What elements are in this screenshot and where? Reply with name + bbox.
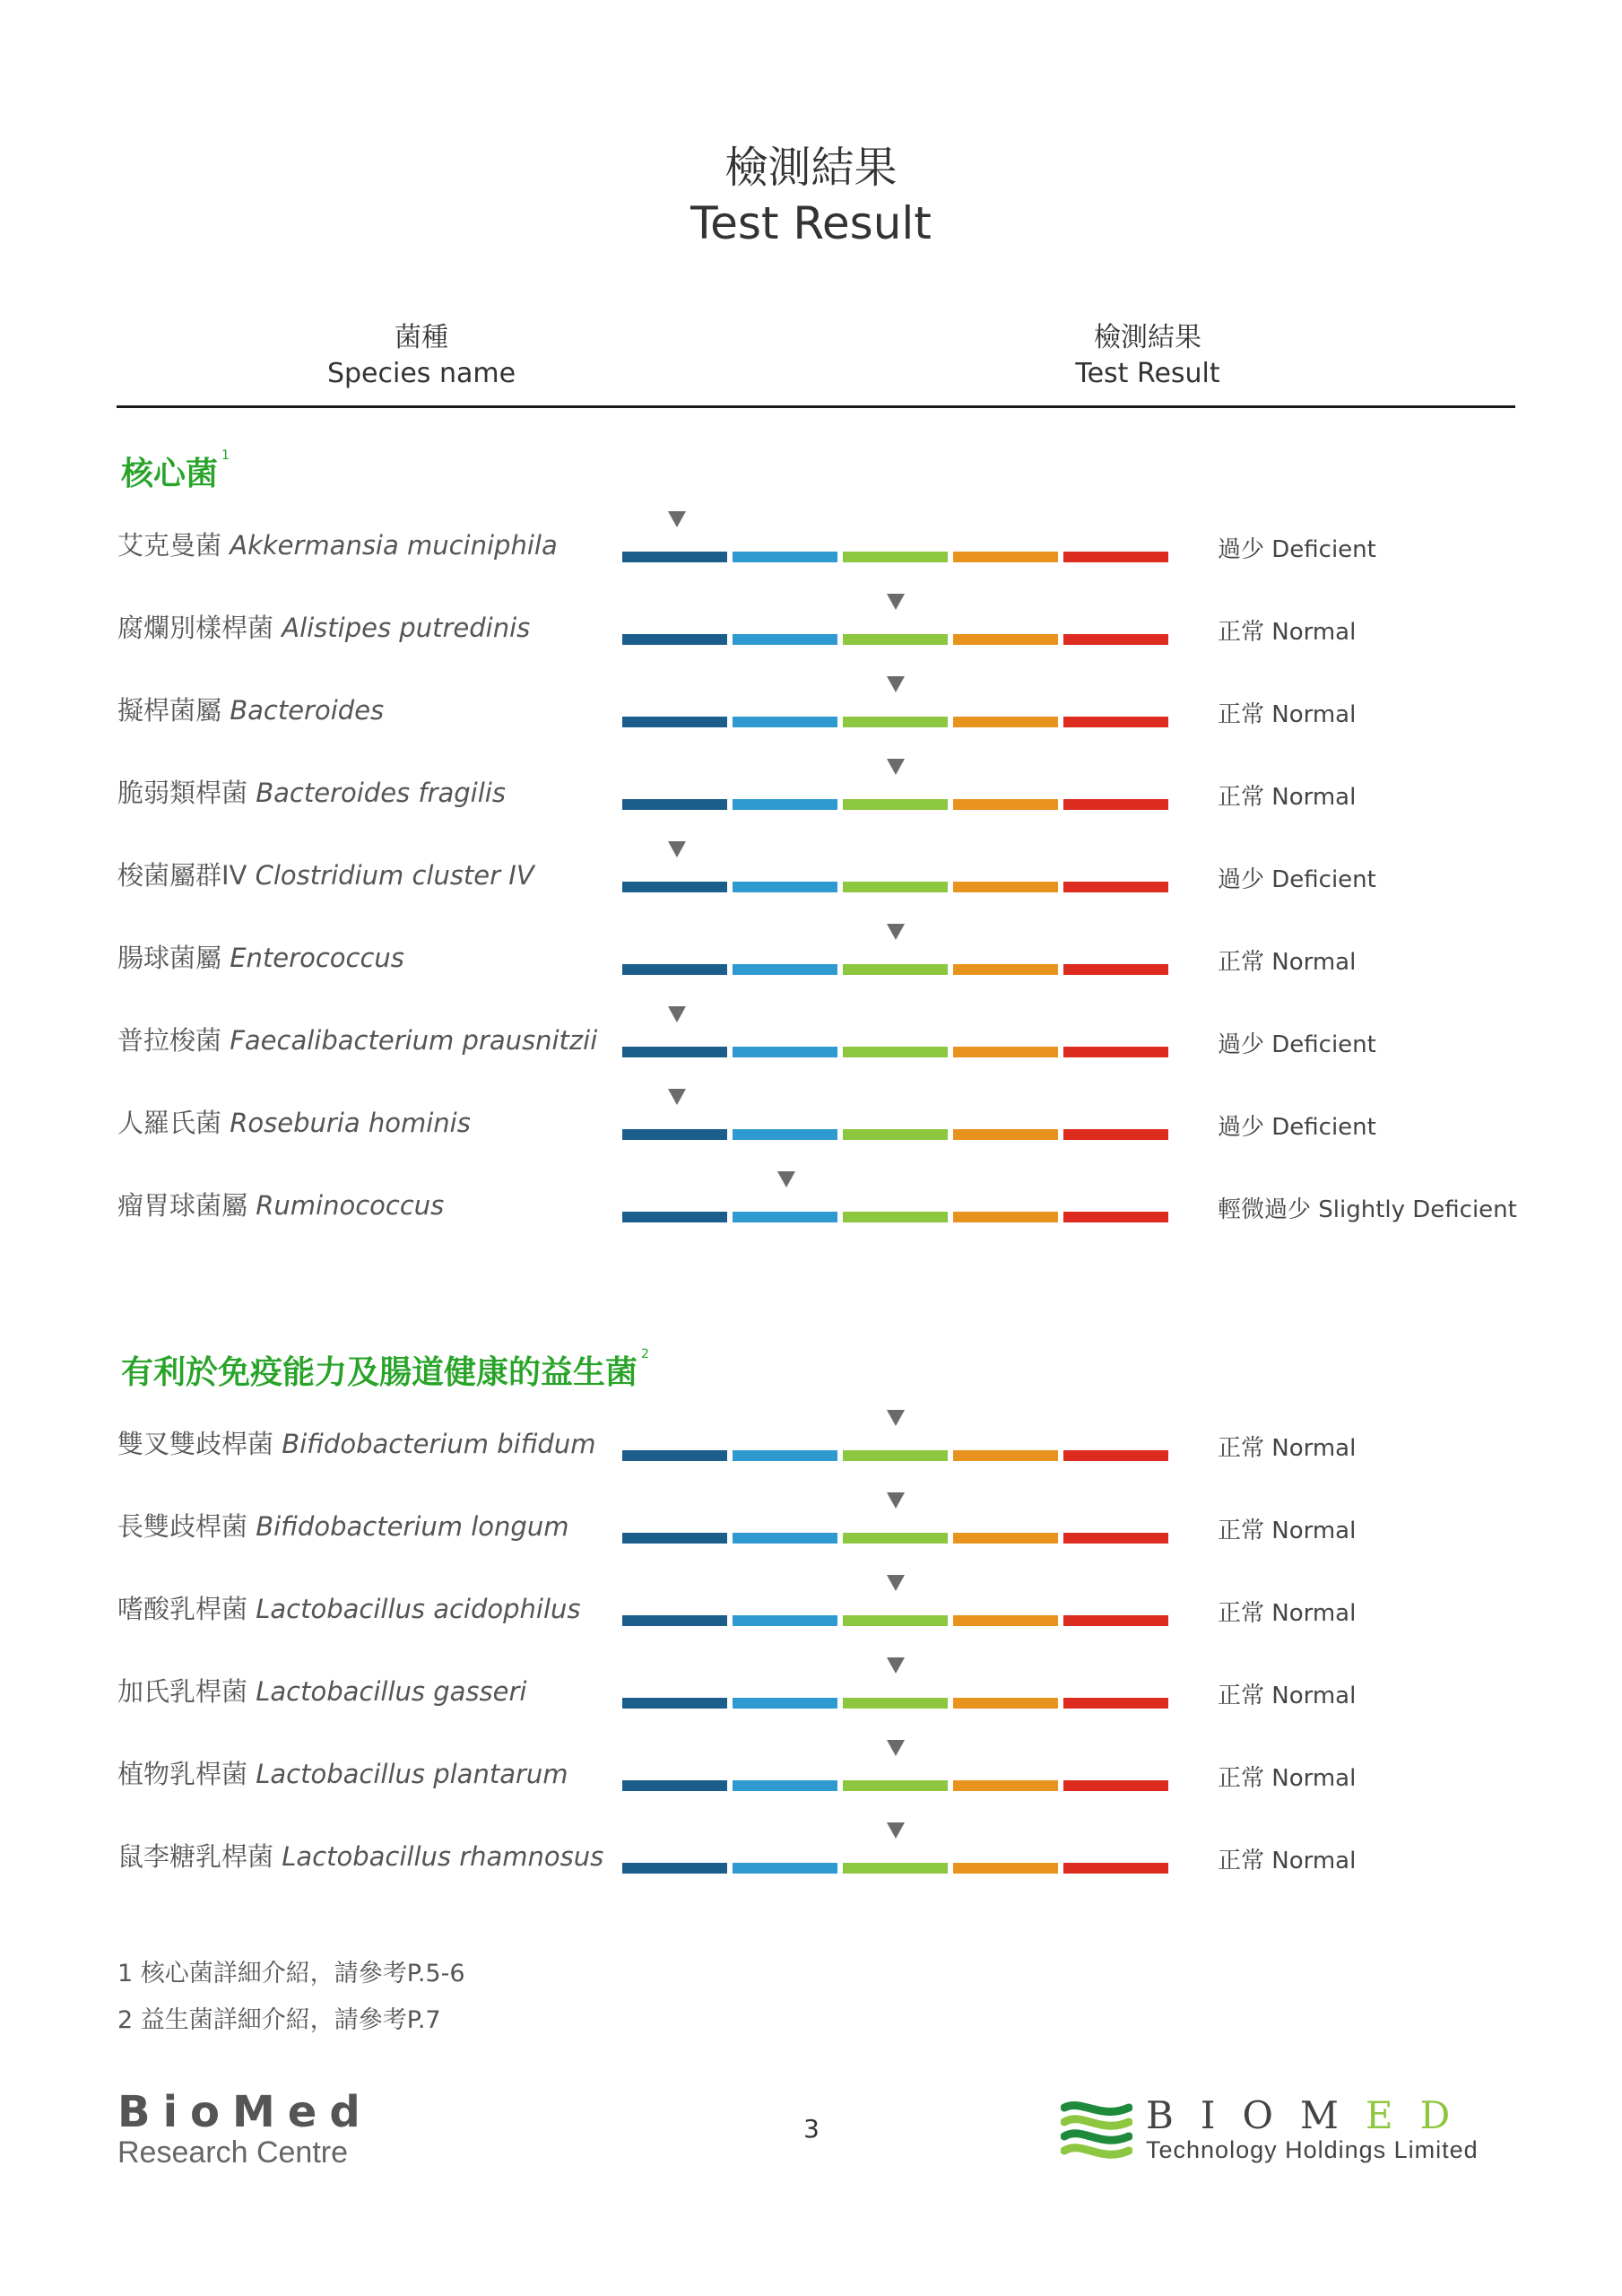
result-row [0, 1575, 1622, 1638]
result-row [0, 594, 1622, 657]
result-status: 過少 Deficient [1218, 1031, 1376, 1058]
scale-segment [953, 1047, 1058, 1057]
scale-segment [953, 799, 1058, 810]
scale-segment [733, 1533, 837, 1544]
result-status: 正常 Normal [1218, 619, 1357, 646]
footnote-1: 1 核心菌詳細介紹，請參考P.5-6 [117, 1960, 465, 1987]
scale-segment [622, 882, 727, 892]
scale-segment [622, 1212, 727, 1222]
column-header-species-en: Species name [326, 358, 516, 389]
result-row [0, 1657, 1622, 1720]
level-marker-icon [887, 759, 905, 775]
species-name-zh: 瘤胃球菌屬 [117, 1190, 248, 1221]
species-name-scientific: Ruminococcus [256, 1190, 445, 1221]
level-marker-icon [887, 676, 905, 692]
result-row [0, 1171, 1622, 1234]
species-name [117, 1424, 595, 1461]
species-name-scientific: Lactobacillus gasseri [256, 1676, 527, 1707]
scale-segment [843, 799, 948, 810]
scale-segment [733, 634, 837, 645]
species-name-scientific: Bacteroides fragilis [256, 778, 506, 808]
level-marker-icon [777, 1171, 795, 1187]
scale-segment [953, 717, 1058, 727]
logo-right-word-main: BIOM [1146, 2093, 1366, 2137]
result-status: 正常 Normal [1218, 1518, 1357, 1544]
scale-segment [1063, 1212, 1168, 1222]
dna-helix-icon [1061, 2099, 1132, 2163]
species-name [117, 691, 384, 727]
species-name [117, 856, 534, 892]
scale-segment [733, 1698, 837, 1709]
scale-segment [843, 717, 948, 727]
scale-segment [843, 964, 948, 975]
scale-segment [733, 717, 837, 727]
scale-segment [622, 799, 727, 810]
header-divider [117, 405, 1515, 408]
result-row [0, 1006, 1622, 1069]
species-name-scientific: Clostridium cluster IV [255, 860, 534, 891]
scale-segment [622, 1129, 727, 1140]
result-status: 正常 Normal [1218, 701, 1357, 728]
result-row [0, 924, 1622, 987]
scale-segment [1063, 1780, 1168, 1791]
scale-segment [843, 1533, 948, 1544]
species-name-scientific: Bifidobacterium longum [256, 1511, 569, 1542]
species-name-zh: 普拉梭菌 [117, 1025, 222, 1056]
column-header-result [968, 320, 1327, 392]
scale-segment [622, 717, 727, 727]
result-row [0, 676, 1622, 739]
result-status: 正常 Normal [1218, 1765, 1357, 1792]
scale-segment [733, 1212, 837, 1222]
species-name [117, 1021, 597, 1057]
section-title-probiotics-text: 有利於免疫能力及腸道健康的益生菌 [121, 1354, 638, 1391]
scale-segment [622, 1533, 727, 1544]
species-name-zh: 擬桿菌屬 [117, 695, 222, 726]
result-row [0, 1492, 1622, 1555]
scale-segment [1063, 1047, 1168, 1057]
result-row [0, 759, 1622, 822]
scale-segment [953, 1212, 1058, 1222]
scale-segment [953, 1450, 1058, 1461]
scale-segment [843, 1698, 948, 1709]
scale-segment [843, 1450, 948, 1461]
result-status: 過少 Deficient [1218, 1114, 1376, 1141]
scale-segment [622, 552, 727, 562]
species-name [117, 1837, 603, 1874]
footnote-2: 2 益生菌詳細介紹，請參考P.7 [117, 2006, 441, 2034]
scale-segment [733, 1780, 837, 1791]
scale-segment [843, 1129, 948, 1140]
result-status: 正常 Normal [1218, 1435, 1357, 1462]
result-row [0, 1822, 1622, 1885]
scale-segment [1063, 1698, 1168, 1709]
species-name-zh: 植物乳桿菌 [117, 1759, 248, 1789]
scale-segment [1063, 1450, 1168, 1461]
scale-segment [733, 1615, 837, 1626]
scale-segment [733, 964, 837, 975]
scale-segment [843, 1780, 948, 1791]
result-status: 正常 Normal [1218, 1848, 1357, 1874]
column-header-result-zh: 檢測結果 [1094, 322, 1201, 353]
section-footnote-mark: 1 [221, 448, 230, 463]
species-name-zh: 腐爛別樣桿菌 [117, 613, 274, 643]
species-name [117, 773, 506, 810]
scale-segment [1063, 717, 1168, 727]
scale-segment [953, 882, 1058, 892]
level-marker-icon [668, 841, 686, 857]
species-name-scientific: Faecalibacterium prausnitzii [230, 1025, 598, 1056]
column-header-result-en: Test Result [1075, 358, 1220, 389]
species-name-scientific: Lactobacillus plantarum [256, 1759, 568, 1789]
scale-segment [622, 1698, 727, 1709]
scale-segment [733, 1047, 837, 1057]
species-name-zh: 人羅氏菌 [117, 1108, 222, 1138]
species-name-zh: 鼠李糖乳桿菌 [117, 1841, 274, 1872]
species-name-zh: 加氏乳桿菌 [117, 1676, 248, 1707]
scale-segment [1063, 1533, 1168, 1544]
scale-segment [622, 1615, 727, 1626]
scale-segment [1063, 1863, 1168, 1874]
scale-segment [622, 1863, 727, 1874]
scale-segment [1063, 799, 1168, 810]
species-name [117, 1186, 444, 1222]
species-name-zh: 腸球菌屬 [117, 943, 222, 973]
biomed-research-logo [117, 2087, 373, 2170]
level-marker-icon [887, 1410, 905, 1426]
result-row [0, 1740, 1622, 1803]
species-name [117, 1589, 581, 1626]
result-status: 正常 Normal [1218, 949, 1357, 976]
result-row [0, 841, 1622, 904]
scale-segment [843, 552, 948, 562]
scale-segment [953, 634, 1058, 645]
scale-segment [733, 1863, 837, 1874]
result-status: 輕微過少 Slightly Deficient [1218, 1196, 1517, 1223]
species-name [117, 1672, 526, 1709]
scale-segment [622, 1450, 727, 1461]
species-name [117, 938, 404, 975]
result-status: 過少 Deficient [1218, 866, 1376, 893]
scale-segment [733, 1450, 837, 1461]
level-marker-icon [887, 1822, 905, 1839]
scale-segment [733, 882, 837, 892]
result-status: 正常 Normal [1218, 1600, 1357, 1627]
species-name-scientific: Lactobacillus rhamnosus [282, 1841, 604, 1872]
species-name-scientific: Lactobacillus acidophilus [256, 1594, 581, 1624]
logo-left-word: BioMed [117, 2087, 373, 2137]
scale-segment [1063, 882, 1168, 892]
scale-segment [843, 1047, 948, 1057]
species-name-zh: 嗜酸乳桿菌 [117, 1594, 248, 1624]
species-name-scientific: Akkermansia muciniphila [230, 530, 558, 561]
level-marker-icon [668, 1006, 686, 1022]
level-marker-icon [887, 924, 905, 940]
level-marker-icon [887, 1740, 905, 1756]
section-title-core-text: 核心菌 [121, 456, 219, 492]
species-name-scientific: Alistipes putredinis [282, 613, 531, 643]
scale-segment [953, 1129, 1058, 1140]
species-name-scientific: Roseburia hominis [230, 1108, 471, 1138]
logo-right-sub: Technology Holdings Limited [1146, 2136, 1479, 2163]
scale-segment [1063, 1615, 1168, 1626]
scale-segment [1063, 634, 1168, 645]
scale-segment [953, 1780, 1058, 1791]
level-marker-icon [668, 511, 686, 527]
species-name-scientific: Bacteroides [230, 695, 385, 726]
scale-segment [733, 799, 837, 810]
scale-segment [622, 1780, 727, 1791]
scale-segment [953, 964, 1058, 975]
species-name-scientific: Bifidobacterium bifidum [282, 1429, 596, 1459]
logo-left-sub: Research Centre [117, 2135, 349, 2170]
scale-segment [843, 882, 948, 892]
species-name-zh: 長雙歧桿菌 [117, 1511, 248, 1542]
column-header-species [233, 320, 610, 392]
scale-segment [622, 964, 727, 975]
result-row [0, 1410, 1622, 1473]
page-title-en: Test Result [690, 197, 932, 249]
scale-segment [843, 1615, 948, 1626]
species-name [117, 1507, 568, 1544]
species-name [117, 608, 530, 645]
page-number: 3 [803, 2114, 820, 2144]
scale-segment [1063, 964, 1168, 975]
scale-segment [622, 634, 727, 645]
level-marker-icon [887, 1492, 905, 1509]
scale-segment [953, 1698, 1058, 1709]
scale-segment [843, 1863, 948, 1874]
scale-segment [953, 1533, 1058, 1544]
species-name-zh: 雙叉雙歧桿菌 [117, 1429, 274, 1459]
scale-segment [953, 1615, 1058, 1626]
level-marker-icon [668, 1089, 686, 1105]
scale-segment [953, 552, 1058, 562]
result-status: 正常 Normal [1218, 1683, 1357, 1709]
scale-segment [733, 1129, 837, 1140]
species-name [117, 526, 558, 562]
scale-segment [843, 1212, 948, 1222]
scale-segment [843, 634, 948, 645]
species-name-scientific: Enterococcus [230, 943, 404, 973]
result-status: 正常 Normal [1218, 784, 1357, 811]
species-name-zh: 梭菌屬群IV [117, 860, 247, 891]
level-marker-icon [887, 594, 905, 610]
section-title-probiotics [121, 1347, 649, 1393]
scale-segment [953, 1863, 1058, 1874]
species-name-zh: 脆弱類桿菌 [117, 778, 248, 808]
scale-segment [1063, 1129, 1168, 1140]
section-footnote-mark: 2 [641, 1347, 649, 1361]
page-title-zh: 檢測結果 [724, 143, 898, 193]
level-marker-icon [887, 1657, 905, 1674]
logo-right-word-accent: ED [1365, 2093, 1478, 2137]
species-name [117, 1103, 471, 1140]
level-marker-icon [887, 1575, 905, 1591]
result-status: 過少 Deficient [1218, 536, 1376, 563]
result-row [0, 1089, 1622, 1152]
logo-right-word [1146, 2093, 1477, 2137]
scale-segment [733, 552, 837, 562]
result-row [0, 511, 1622, 574]
species-name-zh: 艾克曼菌 [117, 530, 222, 561]
species-name [117, 1754, 568, 1791]
section-title-core [121, 448, 230, 494]
column-header-species-zh: 菌種 [395, 322, 448, 353]
scale-segment [622, 1047, 727, 1057]
scale-segment [1063, 552, 1168, 562]
